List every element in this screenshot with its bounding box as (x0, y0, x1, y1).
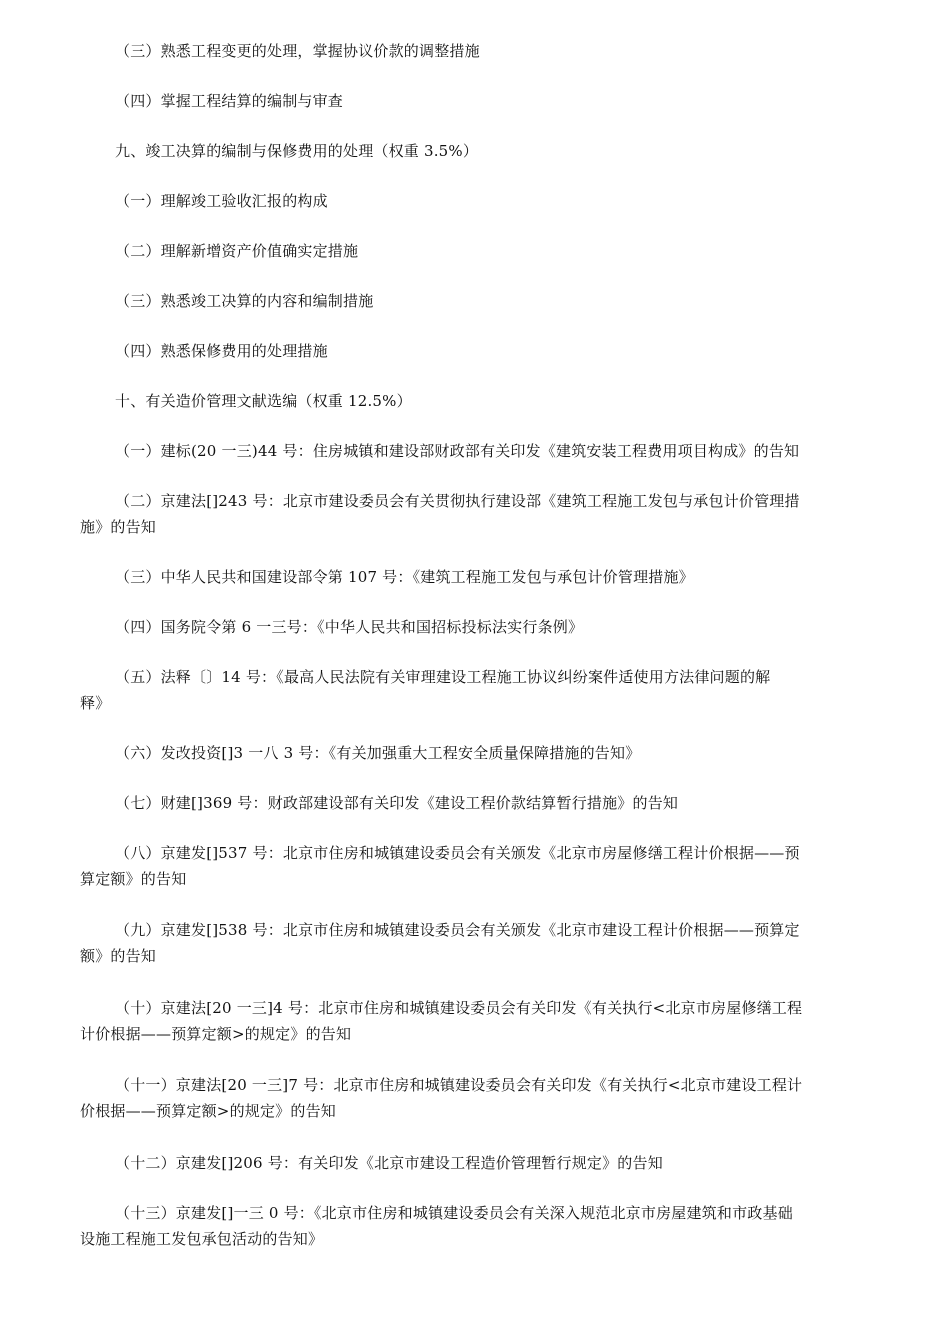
list-item (0, 1072, 950, 1124)
paragraph-line: 计价根据——预算定额>的规定》的告知 (80, 1025, 352, 1043)
paragraph-line: （一）建标(20 一三)44 号：住房城镇和建设部财政部有关印发《建筑安装工程费用项目构成》的告知 (115, 442, 800, 460)
paragraph-line: （三）中华人民共和国建设部令第 107 号：《建筑工程施工发包与承包计价管理措施》 (115, 568, 694, 586)
list-item (0, 995, 950, 1047)
paragraph-line: （三）熟悉竣工决算的内容和编制措施 (115, 292, 374, 310)
section-heading (0, 138, 950, 164)
paragraph-line: （十二）京建发[]206 号：有关印发《北京市建设工程造价管理暂行规定》的告知 (115, 1154, 663, 1172)
list-item (0, 288, 950, 314)
list-item (0, 740, 950, 766)
paragraph-line: （二）京建法[]243 号：北京市建设委员会有关贯彻执行建设部《建筑工程施工发包与承包计价管理措 (115, 492, 800, 510)
paragraph-line: （六）发改投资[]3 一八 3 号：《有关加强重大工程安全质量保障措施的告知》 (115, 744, 641, 762)
section-heading (0, 388, 950, 414)
paragraph-line: （五）法释〔〕14 号：《最高人民法院有关审理建设工程施工协议纠纷案件适使用方法律问题的解 (115, 668, 771, 686)
list-item (0, 564, 950, 590)
paragraph-line: （九）京建发[]538 号：北京市住房和城镇建设委员会有关颁发《北京市建设工程计价根据——预算定 (115, 921, 800, 939)
paragraph-line: （二）理解新增资产价值确实定措施 (115, 242, 359, 260)
list-item (0, 88, 950, 114)
list-item (0, 1150, 950, 1176)
paragraph-line: （四）国务院令第 6 一三号：《中华人民共和国招标投标法实行条例》 (115, 618, 584, 636)
paragraph-line: 价根据——预算定额>的规定》的告知 (80, 1102, 336, 1120)
list-item (0, 238, 950, 264)
paragraph-line: 设施工程施工发包承包活动的告知》 (80, 1230, 324, 1248)
paragraph-line: （三）熟悉工程变更的处理，掌握协议价款的调整措施 (115, 42, 480, 60)
list-item (0, 614, 950, 640)
list-item (0, 338, 950, 364)
list-item (0, 790, 950, 816)
heading-line: 十、有关造价管理文献选编（权重 12.5%） (115, 392, 412, 410)
paragraph-line: 额》的告知 (80, 947, 157, 965)
list-item (0, 38, 950, 64)
paragraph-line: （四）掌握工程结算的编制与审查 (115, 92, 344, 110)
list-item (0, 438, 950, 464)
list-item (0, 188, 950, 214)
heading-line: 九、竣工决算的编制与保修费用的处理（权重 3.5%） (115, 142, 479, 160)
paragraph-line: （七）财建[]369 号：财政部建设部有关印发《建设工程价款结算暂行措施》的告知 (115, 794, 679, 812)
paragraph-line: （十）京建法[20 一三]4 号：北京市住房和城镇建设委员会有关印发《有关执行<北京市房屋修缮工程 (115, 999, 803, 1017)
list-item (0, 1200, 950, 1252)
list-item (0, 917, 950, 969)
list-item (0, 840, 950, 892)
list-item (0, 664, 950, 716)
paragraph-line: （一）理解竣工验收汇报的构成 (115, 192, 328, 210)
paragraph-line: 算定额》的告知 (80, 870, 187, 888)
paragraph-line: （十三）京建发[]一三 0 号：《北京市住房和城镇建设委员会有关深入规范北京市房屋建筑和市政基础 (115, 1204, 793, 1222)
paragraph-line: （四）熟悉保修费用的处理措施 (115, 342, 328, 360)
paragraph-line: 施》的告知 (80, 518, 157, 536)
paragraph-line: （八）京建发[]537 号：北京市住房和城镇建设委员会有关颁发《北京市房屋修缮工程计价根据——预 (115, 844, 800, 862)
paragraph-line: （十一）京建法[20 一三]7 号：北京市住房和城镇建设委员会有关印发《有关执行<北京市建设工程计 (115, 1076, 803, 1094)
paragraph-line: 释》 (80, 694, 111, 712)
list-item (0, 488, 950, 540)
